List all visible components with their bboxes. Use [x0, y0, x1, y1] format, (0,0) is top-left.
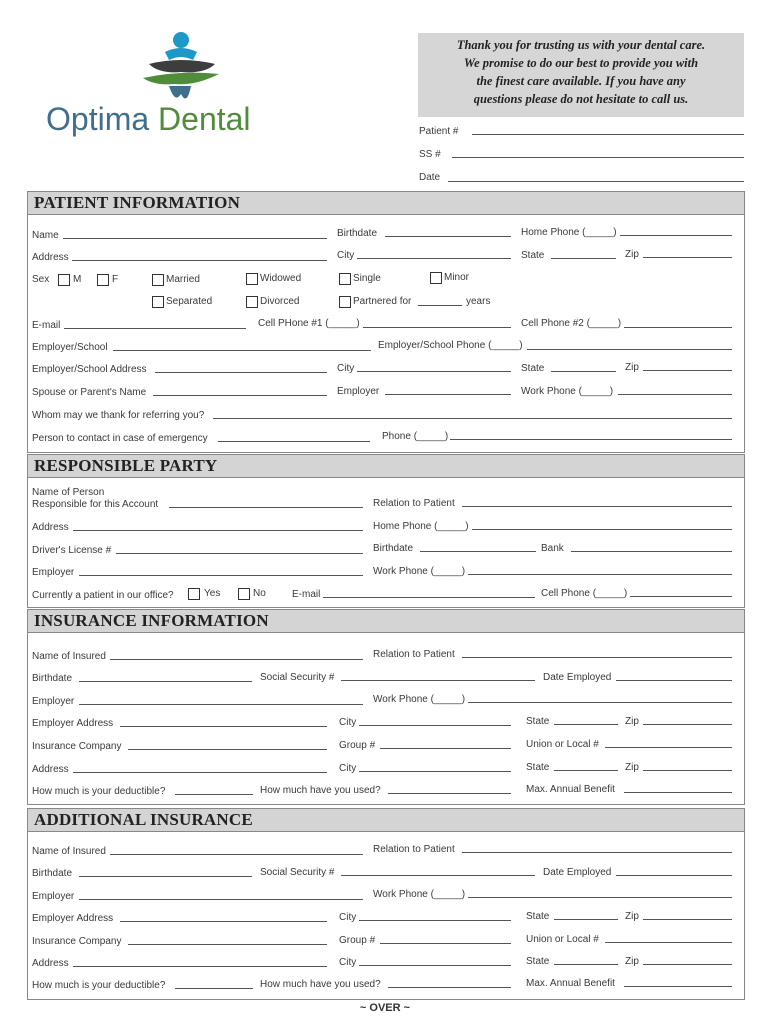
years-label: years	[466, 296, 491, 307]
add-address-label: Address	[32, 958, 69, 969]
section-title: ADDITIONAL INSURANCE	[34, 810, 253, 829]
notice-line-1: Thank you for trusting us with your dental care.	[456, 38, 706, 52]
separated-checkbox[interactable]	[152, 296, 164, 308]
add-relation-label: Relation to Patient	[373, 844, 455, 855]
drivers-license-field[interactable]	[116, 553, 363, 554]
sex-m-label: M	[73, 274, 82, 285]
logo-word-optima: Optima	[46, 101, 150, 137]
responsible-address-label: Address	[32, 522, 69, 533]
notice-line-3: the finest care available. If you have any	[476, 74, 686, 88]
email-field[interactable]	[64, 328, 246, 329]
partnered-checkbox[interactable]	[339, 296, 351, 308]
current-patient-no-checkbox[interactable]	[238, 588, 250, 600]
patient-information-header	[27, 191, 745, 215]
section-title: RESPONSIBLE PARTY	[34, 456, 218, 475]
email-label: E-mail	[32, 320, 61, 331]
separated-label: Separated	[166, 296, 213, 307]
insured-ssn-field[interactable]	[341, 680, 535, 681]
drivers-license-label: Driver's License #	[32, 545, 112, 556]
add-ssn-field[interactable]	[341, 875, 535, 876]
add-employer-field[interactable]	[79, 899, 363, 900]
add-zip2-label: Zip	[625, 956, 639, 967]
widowed-label: Widowed	[260, 273, 302, 284]
insured-employer-address-field[interactable]	[120, 726, 327, 727]
date-field[interactable]	[448, 181, 744, 182]
emergency-contact-field[interactable]	[218, 441, 370, 442]
insurance-company-label: Insurance Company	[32, 741, 122, 752]
insured-zip-label: Zip	[625, 716, 639, 727]
state-field[interactable]	[551, 258, 616, 259]
insured-employer-address-label: Employer Address	[32, 718, 114, 729]
city-field[interactable]	[357, 258, 511, 259]
logo-wordmark	[46, 101, 251, 138]
section-title: INSURANCE INFORMATION	[34, 611, 269, 630]
responsible-employer-label: Employer	[32, 567, 75, 578]
responsible-name-field[interactable]	[169, 507, 363, 508]
employer-school-label: Employer/School	[32, 342, 108, 353]
responsible-cell-field[interactable]	[630, 596, 732, 597]
address-label: Address	[32, 252, 69, 263]
ss-number-field[interactable]	[452, 157, 744, 158]
add-relation-field[interactable]	[462, 852, 732, 853]
add-state-field[interactable]	[554, 919, 618, 920]
add-max-benefit-label: Max. Annual Benefit	[526, 978, 615, 989]
notice-line-2: We promise to do our best to provide you with	[463, 56, 699, 70]
add-zip-field[interactable]	[643, 919, 732, 920]
insured-birthdate-field[interactable]	[79, 681, 252, 682]
add-group-field[interactable]	[380, 943, 511, 944]
responsible-relation-field[interactable]	[462, 506, 732, 507]
add-zip-label: Zip	[625, 911, 639, 922]
add-employer-address-label: Employer Address	[32, 913, 114, 924]
union-local-label: Union or Local #	[526, 739, 599, 750]
date-employed-label: Date Employed	[543, 672, 612, 683]
add-deductible-label: How much is your deductible?	[32, 980, 166, 991]
insurance-zip-label: Zip	[625, 762, 639, 773]
insured-work-phone-label: Work Phone (_____)	[373, 694, 466, 705]
add-city-field[interactable]	[359, 920, 511, 921]
responsible-home-phone-field[interactable]	[472, 529, 732, 530]
add-max-benefit-field[interactable]	[624, 986, 732, 987]
used-label: How much have you used?	[260, 785, 381, 796]
single-label: Single	[353, 273, 381, 284]
insured-birthdate-label: Birthdate	[32, 673, 73, 684]
used-field[interactable]	[388, 793, 511, 794]
single-checkbox[interactable]	[339, 273, 351, 285]
referral-label: Whom may we thank for referring you?	[32, 410, 205, 421]
responsible-name-label-1: Name of Person	[32, 487, 105, 498]
add-birthdate-field[interactable]	[79, 876, 252, 877]
responsible-work-phone-field[interactable]	[468, 574, 732, 575]
employer-state-field[interactable]	[551, 371, 616, 372]
insured-state-label: State	[526, 716, 550, 727]
cell-phone-2-field[interactable]	[624, 327, 732, 328]
add-state-label: State	[526, 911, 550, 922]
insured-city-field[interactable]	[359, 725, 511, 726]
add-birthdate-label: Birthdate	[32, 868, 73, 879]
responsible-relation-label: Relation to Patient	[373, 498, 455, 509]
cell-phone-2-label: Cell Phone #2 (_____)	[521, 318, 622, 329]
add-zip2-field[interactable]	[643, 964, 732, 965]
insured-ssn-label: Social Security #	[260, 672, 335, 683]
name-label: Name	[32, 230, 59, 241]
additional-insurance-header	[27, 808, 745, 832]
add-employer-address-field[interactable]	[120, 921, 327, 922]
add-used-field[interactable]	[388, 987, 511, 988]
patient-number-label: Patient #	[419, 126, 459, 137]
emergency-phone-label: Phone (_____)	[382, 431, 449, 442]
insured-name-field[interactable]	[110, 659, 363, 660]
address-field[interactable]	[72, 260, 327, 261]
employer-zip-label: Zip	[625, 362, 639, 373]
spouse-field[interactable]	[153, 395, 327, 396]
date-employed-field[interactable]	[616, 680, 732, 681]
insured-work-phone-field[interactable]	[468, 702, 732, 703]
add-insurance-company-label: Insurance Company	[32, 936, 122, 947]
thank-you-notice	[418, 33, 744, 117]
insurance-information-header	[27, 609, 745, 633]
yes-label: Yes	[204, 588, 221, 599]
partnered-label: Partnered for	[353, 296, 412, 307]
employer-school-address-field[interactable]	[155, 372, 327, 373]
group-number-field[interactable]	[380, 748, 511, 749]
employer-school-phone-label: Employer/School Phone (_____)	[378, 340, 523, 351]
add-union-field[interactable]	[605, 942, 732, 943]
no-label: No	[253, 588, 266, 599]
logo-word-dental: Dental	[158, 101, 251, 137]
add-union-label: Union or Local #	[526, 934, 599, 945]
emergency-contact-label: Person to contact in case of emergency	[32, 433, 208, 444]
add-deductible-field[interactable]	[175, 988, 253, 989]
insurance-address-field[interactable]	[73, 772, 327, 773]
add-city2-field[interactable]	[359, 965, 511, 966]
home-phone-label: Home Phone (_____)	[521, 227, 617, 238]
responsible-home-phone-label: Home Phone (_____)	[373, 521, 469, 532]
add-group-label: Group #	[339, 935, 376, 946]
referral-field[interactable]	[213, 418, 732, 419]
add-city2-label: City	[339, 957, 357, 968]
widowed-checkbox[interactable]	[246, 273, 258, 285]
add-insured-name-field[interactable]	[110, 854, 363, 855]
insurance-state-label: State	[526, 762, 550, 773]
employer-city-label: City	[337, 363, 355, 374]
sex-label: Sex	[32, 274, 50, 285]
add-state2-label: State	[526, 956, 550, 967]
cell-phone-1-field[interactable]	[363, 327, 511, 328]
city-label: City	[337, 250, 355, 261]
responsible-birthdate-field[interactable]	[420, 551, 536, 552]
employer-zip-field[interactable]	[643, 370, 732, 371]
add-work-phone-field[interactable]	[468, 897, 732, 898]
sex-f-checkbox[interactable]	[97, 274, 109, 286]
insurance-zip-field[interactable]	[643, 770, 732, 771]
spouse-label: Spouse or Parent's Name	[32, 387, 147, 398]
emergency-phone-field[interactable]	[450, 439, 732, 440]
logo-figure-icon	[135, 30, 225, 108]
insurance-address-label: Address	[32, 764, 69, 775]
deductible-field[interactable]	[175, 794, 253, 795]
sex-m-checkbox[interactable]	[58, 274, 70, 286]
current-patient-yes-checkbox[interactable]	[188, 588, 200, 600]
responsible-name-label-2: Responsible for this Account	[32, 499, 159, 510]
name-field[interactable]	[63, 238, 327, 239]
add-city-label: City	[339, 912, 357, 923]
add-used-label: How much have you used?	[260, 979, 381, 990]
employer-school-field[interactable]	[113, 350, 371, 351]
responsible-employer-field[interactable]	[79, 575, 363, 576]
insurance-city-label: City	[339, 763, 357, 774]
cell-phone-1-label: Cell PHone #1 (_____)	[258, 318, 360, 329]
date-label: Date	[419, 172, 441, 183]
employer-school-phone-field[interactable]	[527, 349, 732, 350]
minor-label: Minor	[444, 272, 470, 283]
add-insurance-company-field[interactable]	[128, 944, 327, 945]
partnered-years-field[interactable]	[418, 305, 462, 306]
married-checkbox[interactable]	[152, 274, 164, 286]
employer-school-address-label: Employer/School Address	[32, 364, 147, 375]
add-insured-name-label: Name of Insured	[32, 846, 106, 857]
insured-employer-field[interactable]	[79, 704, 363, 705]
insured-name-label: Name of Insured	[32, 651, 106, 662]
home-phone-field[interactable]	[620, 235, 732, 236]
notice-line-4: questions please do not hesitate to call us.	[473, 92, 689, 106]
union-local-field[interactable]	[605, 747, 732, 748]
bank-label: Bank	[541, 543, 564, 554]
insured-relation-field[interactable]	[462, 657, 732, 658]
insured-relation-label: Relation to Patient	[373, 649, 455, 660]
married-label: Married	[166, 274, 200, 285]
over-footer: ~ OVER ~	[359, 1002, 411, 1014]
divorced-label: Divorced	[260, 296, 300, 307]
responsible-party-header	[27, 454, 745, 478]
deductible-label: How much is your deductible?	[32, 786, 166, 797]
responsible-address-field[interactable]	[73, 530, 363, 531]
zip-field[interactable]	[643, 257, 732, 258]
birthdate-field[interactable]	[385, 236, 511, 237]
employer-state-label: State	[521, 363, 545, 374]
insured-zip-field[interactable]	[643, 724, 732, 725]
add-date-employed-field[interactable]	[616, 875, 732, 876]
ss-number-label: SS #	[419, 149, 441, 160]
patient-number-field[interactable]	[472, 134, 744, 135]
add-state2-field[interactable]	[554, 964, 618, 965]
spouse-employer-field[interactable]	[385, 394, 511, 395]
insured-state-field[interactable]	[554, 724, 618, 725]
sex-f-label: F	[112, 274, 119, 285]
employer-city-field[interactable]	[357, 371, 511, 372]
insurance-company-field[interactable]	[128, 749, 327, 750]
insurance-state-field[interactable]	[554, 770, 618, 771]
insurance-city-field[interactable]	[359, 771, 511, 772]
spouse-work-phone-label: Work Phone (_____)	[521, 386, 614, 397]
divorced-checkbox[interactable]	[246, 296, 258, 308]
birthdate-label: Birthdate	[337, 228, 378, 239]
max-benefit-label: Max. Annual Benefit	[526, 784, 615, 795]
insured-employer-label: Employer	[32, 696, 75, 707]
state-label: State	[521, 250, 545, 261]
spouse-employer-label: Employer	[337, 386, 380, 397]
responsible-email-label: E-mail	[292, 589, 321, 600]
add-work-phone-label: Work Phone (_____)	[373, 889, 466, 900]
zip-label: Zip	[625, 249, 639, 260]
responsible-birthdate-label: Birthdate	[373, 543, 414, 554]
add-ssn-label: Social Security #	[260, 867, 335, 878]
responsible-work-phone-label: Work Phone (_____)	[373, 566, 466, 577]
group-number-label: Group #	[339, 740, 376, 751]
spouse-work-phone-field[interactable]	[618, 394, 732, 395]
add-date-employed-label: Date Employed	[543, 867, 612, 878]
responsible-email-field[interactable]	[323, 597, 535, 598]
minor-checkbox[interactable]	[430, 272, 442, 284]
add-employer-label: Employer	[32, 891, 75, 902]
responsible-cell-label: Cell Phone (_____)	[541, 588, 628, 599]
section-title: PATIENT INFORMATION	[34, 193, 241, 212]
max-benefit-field[interactable]	[624, 792, 732, 793]
bank-field[interactable]	[571, 551, 732, 552]
current-patient-label: Currently a patient in our office?	[32, 590, 174, 601]
insured-city-label: City	[339, 717, 357, 728]
add-address-field[interactable]	[73, 966, 327, 967]
